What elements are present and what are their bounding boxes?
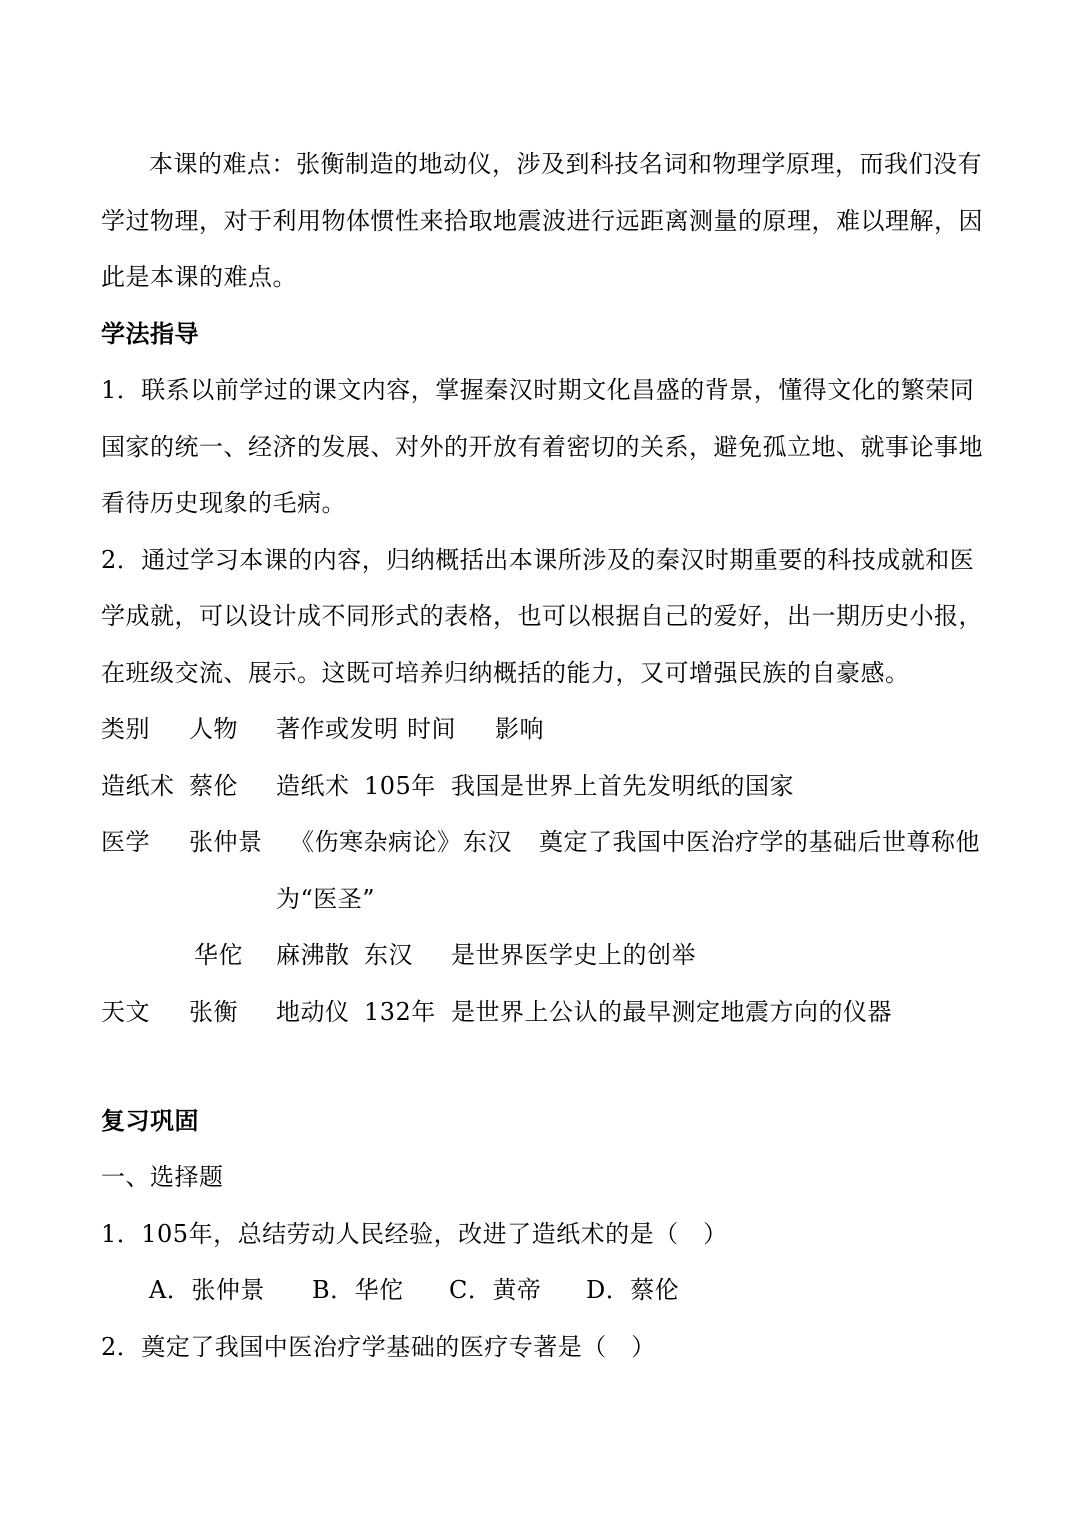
- question-1-option-d: D．蔡伦: [586, 1276, 680, 1304]
- question-1-option-a: A．张仲景: [149, 1276, 265, 1304]
- table-row3-work: 麻沸散: [276, 941, 350, 969]
- study-guide-heading: 学法指导: [101, 320, 199, 348]
- table-header-time: 时间: [407, 715, 456, 743]
- table-row4-category: 天文: [101, 998, 150, 1026]
- table-header-person: 人物: [189, 715, 238, 743]
- table-row3-impact: 是世界医学史上的创举: [451, 941, 696, 969]
- table-row4-time: 132年: [364, 998, 436, 1026]
- table-row4-person: 张衡: [189, 998, 238, 1026]
- table-header-impact: 影响: [495, 715, 544, 743]
- table-header-work: 著作或发明: [276, 715, 399, 743]
- table-row4-impact: 是世界上公认的最早测定地震方向的仪器: [451, 998, 892, 1026]
- table-row4-work: 地动仪: [276, 998, 350, 1026]
- difficulty-line-2: 学过物理，对于利用物体惯性来拾取地震波进行远距离测量的原理，难以理解，因: [101, 207, 983, 235]
- table-row1-category: 造纸术: [101, 772, 175, 800]
- study-guide-p1-line-3: 看待历史现象的毛病。: [101, 489, 346, 517]
- table-row2-impact-cont: 为“医圣”: [276, 885, 376, 913]
- difficulty-line-1: 本课的难点：张衡制造的地动仪，涉及到科技名词和物理学原理，而我们没有: [149, 150, 982, 178]
- table-row3-time: 东汉: [364, 941, 413, 969]
- table-row2-work: 《伤寒杂病论》: [290, 828, 462, 856]
- question-1-option-b: B．华佗: [312, 1276, 404, 1304]
- table-row2-person: 张仲景: [189, 828, 263, 856]
- table-row1-work: 造纸术: [276, 772, 350, 800]
- study-guide-p1-line-2: 国家的统一、经济的发展、对外的开放有着密切的关系，避免孤立地、就事论事地: [101, 433, 983, 461]
- study-guide-p1-line-1: 1．联系以前学过的课文内容，掌握秦汉时期文化昌盛的背景，懂得文化的繁荣同: [101, 376, 975, 404]
- study-guide-p2-line-3: 在班级交流、展示。这既可培养归纳概括的能力，又可增强民族的自豪感。: [101, 659, 910, 687]
- table-row1-person: 蔡伦: [189, 772, 238, 800]
- table-row2-category: 医学: [101, 828, 150, 856]
- question-1-option-c: C．黄帝: [449, 1276, 542, 1304]
- table-row1-time: 105年: [364, 772, 436, 800]
- table-header-category: 类别: [101, 715, 150, 743]
- question-2: 2．奠定了我国中医治疗学基础的医疗专著是（ ）: [101, 1333, 656, 1361]
- table-row2-time: 东汉: [463, 828, 512, 856]
- question-1: 1．105年，总结劳动人民经验，改进了造纸术的是（ ）: [101, 1220, 728, 1248]
- table-row2-impact: 奠定了我国中医治疗学的基础后世尊称他: [539, 828, 980, 856]
- table-row1-impact: 我国是世界上首先发明纸的国家: [451, 772, 794, 800]
- study-guide-p2-line-2: 学成就，可以设计成不同形式的表格，也可以根据自己的爱好，出一期历史小报，: [101, 602, 983, 630]
- study-guide-p2-line-1: 2．通过学习本课的内容，归纳概括出本课所涉及的秦汉时期重要的科技成就和医: [101, 546, 975, 574]
- review-section-title: 一、选择题: [101, 1163, 224, 1191]
- difficulty-line-3: 此是本课的难点。: [101, 263, 297, 291]
- table-row3-person: 华佗: [194, 941, 243, 969]
- review-heading: 复习巩固: [101, 1107, 199, 1135]
